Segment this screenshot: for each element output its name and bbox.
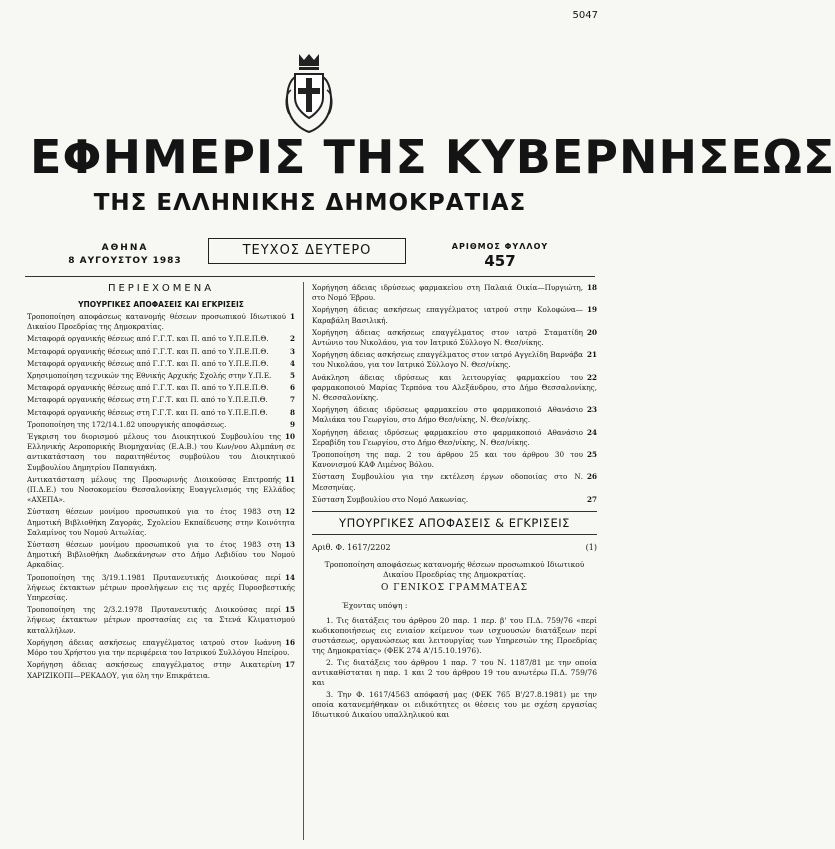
contents-entry-text: Αντικατάσταση μέλους της Προσωρινής Διοικούσας Επιτροπής (Π.Δ.Ε.) του Νοσοκομείου Θεσσαλονίκης Ευαγγελισμός της Ελλάδος «ΑΧΕΠΑ».: [27, 474, 295, 505]
decision-subject: Τροποποίηση αποφάσεως κατανομής θέσεων προσωπικού Ιδιωτικού Δικαίου Προεδρίας της Δημοκρατίας.: [324, 560, 585, 580]
decision-number-row: [312, 543, 597, 552]
contents-entry: [312, 373, 597, 404]
sheet-number-label: ΑΡΙΘΜΟΣ ΦΥΛΛΟΥ: [451, 242, 549, 251]
contents-entry: [27, 638, 295, 658]
gazette-subtitle: ΤΗΣ ΕΛΛΗΝΙΚΗΣ ΔΗΜΟΚΡΑΤΙΑΣ: [93, 190, 527, 216]
decision-paragraph: 2. Τις διατάξεις του άρθρου 1 παρ. 7 του Ν. 1187/81 με την οποία αντικαθίσταται η παρ. 1 και 2 του άρθρου 19 του ανωτέρω Π.Δ. 759/76 και: [312, 658, 597, 688]
contents-entry-page: 14: [284, 572, 295, 582]
right-column: [312, 283, 597, 722]
contents-entry: [27, 420, 295, 430]
contents-entry-page: 27: [586, 494, 597, 504]
contents-entry-text: Σύσταση θέσεων μονίμου προσωπικού για το έτος 1983 στη Δημοτική Βιβλιοθήκη Ζαγοράς, Σχολείου Εκπαίδευσης στην Κοινότητα Σαλαμίνος του Νομού Αιτωλίας.: [27, 507, 295, 537]
contents-entry: [27, 605, 295, 636]
considering-line: Έχοντας υπόψη :: [342, 601, 408, 611]
contents-entry-page: 15: [284, 605, 295, 615]
contents-entry: [312, 328, 597, 348]
contents-entry: [27, 383, 295, 393]
issue-series: ΤΕΥΧΟΣ ΔΕΥΤΕΡΟ: [208, 238, 406, 264]
issue-date: 8 ΑΥΓΟΥΣΤΟΥ 1983: [68, 256, 182, 266]
contents-entry: [27, 371, 295, 381]
contents-entry: [312, 450, 597, 470]
contents-entry-page: 8: [289, 407, 295, 417]
contents-entry-text: Χορήγηση άδειας ασκήσεως επαγγέλματος στον ιατρό Σταματίδη Αντώνιο του Νικολάου, για τον Ιατρικό Σύλλογο Ν. Θεσ/νίκης.: [312, 327, 583, 348]
contents-entry-page: 25: [586, 450, 597, 460]
contents-entry-page: 23: [586, 405, 597, 415]
contents-entry: [27, 347, 295, 357]
contents-entry: [27, 573, 295, 604]
contents-entry-page: 7: [289, 395, 295, 405]
contents-entry-text: Σύσταση Συμβουλίου για την εκτέλεση έργων οδοποιίας στο Ν. Μεσσηνίας.: [312, 472, 583, 492]
contents-entry: [27, 432, 295, 473]
contents-entry-text: Τροποποίηση της 172/14.1.82 υπουργικής αποφάσεως.: [27, 419, 227, 429]
contents-entry: [27, 475, 295, 506]
decision-index: (1): [585, 543, 597, 553]
issue-city: ΑΘΗΝΑ: [101, 243, 149, 253]
contents-entry-page: 13: [284, 540, 295, 550]
contents-entry: [27, 359, 295, 369]
decision-authority: Ο ΓΕΝΙΚΟΣ ΓΡΑΜΜΑΤΕΑΣ: [381, 583, 528, 594]
contents-entry-page: 6: [289, 383, 295, 393]
contents-entry: [312, 283, 597, 303]
contents-title: ΠΕΡΙΕΧΟΜΕΝΑ: [107, 283, 215, 294]
contents-heading: ΥΠΟΥΡΓΙΚΕΣ ΑΠΟΦΑΣΕΙΣ ΚΑΙ ΕΓΚΡΙΣΕΙΣ: [78, 300, 244, 309]
contents-entry: [312, 428, 597, 448]
contents-entry-text: Τροποποίηση αποφάσεως κατανομής θέσεων προσωπικού Ιδιωτικού Δικαίου Προεδρίας της Δημοκρατίας.: [27, 312, 286, 332]
contents-entry-page: 20: [586, 327, 597, 337]
sheet-number: 457: [484, 252, 516, 270]
contents-entry-text: Χορήγηση άδειας ασκήσεως επαγγέλματος στην Αικατερίνη ΧΑΡΙΖΙΚΟΠΙ—ΡΕΚΑΔΟΥ, για όλη την Επικράτεια.: [27, 660, 281, 680]
contents-entry-page: 1: [289, 312, 295, 321]
contents-entry-text: Σύσταση θέσεων μονίμου προσωπικού για το έτος 1983 στη Δημοτική Βιβλιοθήκη Δωδεκάνησων στο Δήμο Λεβιδίου του Νομού Αρκαδίας.: [27, 540, 295, 570]
contents-entry-page: 10: [284, 432, 295, 442]
contents-entry: [312, 305, 597, 325]
contents-entry-page: 24: [586, 427, 597, 437]
contents-entry: [27, 408, 295, 418]
contents-entry-page: 22: [586, 372, 597, 382]
contents-entry-page: 5: [289, 371, 295, 381]
contents-entry: [27, 540, 295, 571]
contents-entry-text: Χρησιμοποίηση τεχνικών της Εθνικής Αρχικής Σχολής στην Υ.Π.Ε.: [27, 371, 272, 381]
contents-entry-page: 12: [284, 507, 295, 517]
contents-entry-text: Χορήγηση άδειας ασκήσεως επαγγέλματος ιατρού στον Ιωάννη Μόρο του Χρήστου για την περιφέρεια του Ιατρικού Συλλόγου Ηπείρου.: [27, 637, 290, 658]
contents-entry-text: Χορήγηση άδειας ασκήσεως επαγγέλματος ιατρού στην Κολοφώνα—Καραβάλη Βασιλική.: [312, 305, 583, 325]
contents-entry-page: 17: [284, 660, 295, 670]
decision-paragraph: 1. Τις διατάξεις του άρθρου 20 παρ. 1 περ. β' του Π.Δ. 759/76 «περί κωδικοποιήσεως εις ενιαίον κείμενον των ισχυουσών διατάξεων περί συστάσεως, οργανώσεως και λειτουργίας των Υπηρεσιών της Προεδρίας της Δημοκρατίας» (ΦΕΚ 274 Α'/15.10.1976).: [312, 616, 597, 656]
contents-entry: [27, 312, 295, 332]
contents-entry-text: Χορήγηση άδειας ασκήσεως επαγγέλματος στον ιατρό Αγγελίδη Βαρνάβα του Νικολάου, για τον Ιατρικό Σύλλογο Ν. Θεσ/νίκης.: [312, 350, 583, 370]
contents-entry-text: Μεταφορά οργανικής θέσεως από Γ.Γ.Τ. και Π. από το Υ.Π.Ε.Π.Θ.: [27, 358, 269, 368]
contents-entry: [27, 660, 295, 680]
section-heading: ΥΠΟΥΡΓΙΚΕΣ ΑΠΟΦΑΣΕΙΣ & ΕΓΚΡΙΣΕΙΣ: [312, 511, 597, 535]
gazette-title: ΕΦΗΜΕΡΙΣ ΤΗΣ ΚΥΒΕΡΝΗΣΕΩΣ: [30, 130, 835, 184]
contents-entry-text: Μεταφορά οργανικής θέσεως στη Γ.Γ.Τ. και Π. από το Υ.Π.Ε.Π.Θ.: [27, 407, 268, 417]
contents-list-left: [27, 312, 295, 681]
contents-entry-page: 4: [289, 358, 295, 368]
contents-entry-text: Χορήγηση άδειας ιδρύσεως φαρμακείου στη Παλαιά Οικία—Πυργιώτη, στο Νομό Έβρου.: [312, 283, 583, 303]
contents-list-right: [312, 283, 597, 505]
contents-entry-text: Τροποποίηση της 3/19.1.1981 Πρυτανευτικής Διοικούσας περί λήψεως έκτακτων μέτρων προσλήψεων εις τις αρχές Πυροσβεστικής Υπηρεσίας.: [27, 572, 295, 603]
contents-entry-text: Μεταφορά οργανικής θέσεως από Γ.Γ.Τ. και Π. από το Υ.Π.Ε.Π.Θ.: [27, 334, 269, 344]
contents-entry-page: 2: [289, 334, 295, 344]
contents-entry-text: Χορήγηση άδειας ιδρύσεως φαρμακείου στο φαρμακοποιό Αθανάσιο Μαλιάκα του Γεωργίου, στο Δήμο Θεσ/νίκης, Ν. Θεσ/νίκης.: [312, 405, 583, 425]
contents-entry: [312, 495, 597, 505]
contents-entry-text: Μεταφορά οργανικής θέσεως από Γ.Γ.Τ. και Π. από το Υ.Π.Ε.Π.Θ.: [27, 383, 269, 393]
contents-entry-page: 9: [289, 419, 295, 429]
contents-entry-page: 26: [586, 472, 597, 482]
contents-left-column: [27, 283, 295, 683]
contents-entry-page: 21: [586, 350, 597, 360]
contents-entry: [27, 507, 295, 538]
decision-paragraphs: [312, 616, 597, 720]
contents-entry-page: 3: [289, 346, 295, 356]
page-number: 5047: [572, 10, 598, 21]
contents-entry-page: 19: [586, 305, 597, 315]
contents-entry-page: 11: [284, 474, 295, 484]
decision-number: Αριθ. Φ. 1617/2202: [312, 543, 391, 553]
header-divider: [25, 276, 595, 277]
contents-entry: [27, 395, 295, 405]
contents-entry-text: Τροποποίηση της 2/3.2.1978 Πρυτανευτικής Διοικούσας περί λήψεως έκτακτων μέτρων προστασίας εις τα Στενά Κλιματισμού καταλλήλων.: [27, 605, 295, 635]
contents-entry: [27, 334, 295, 344]
contents-entry-page: 16: [284, 637, 295, 647]
contents-entry-text: Τροποποίηση της παρ. 2 του άρθρου 25 και του άρθρου 30 του Κανονισμού ΚΑΦ Λιμένος Βόλου.: [312, 450, 583, 470]
national-emblem-icon: [277, 50, 341, 134]
column-divider: [303, 282, 304, 840]
contents-entry-text: Σύσταση Συμβουλίου στο Νομό Λακωνίας.: [312, 494, 469, 504]
contents-entry-text: Μεταφορά οργανικής θέσεως στη Γ.Γ.Τ. και Π. από το Υ.Π.Ε.Π.Θ.: [27, 395, 268, 405]
decision-paragraph: 3. Την Φ. 1617/4563 απόφασή μας (ΦΕΚ 765 Β'/27.8.1981) με την οποία κατανεμήθηκαν οι ειδικότητες οι θέσεις του με σχέση εργασίας Ιδιωτικού Δικαίου υπαλληλικού και: [312, 690, 597, 720]
contents-entry-text: Ανάκληση άδειας ιδρύσεως και λειτουργίας φαρμακείου του φαρμακοποιού Μαρίας Τερπόνα του Αλεξάνδρου, στο Δήμο Θεσσαλονίκης, Ν. Θεσσαλονίκης.: [312, 372, 597, 403]
contents-entry-text: Έγκριση του διορισμού μέλους του Διοικητικού Συμβουλίου της Ελληνικής Αεροπορικής Βιομηχανίας (Ε.Α.Β.) του Κων/νου Αλμπάνη σε αντικατάσταση του παραιτηθέντος συμβούλου του Διοικητικού Συμβουλίου Δημητρίου Παπαγιάκη.: [27, 432, 295, 472]
contents-entry-text: Μεταφορά οργανικής θέσεως από Γ.Γ.Τ. και Π. από το Υ.Π.Ε.Π.Θ.: [27, 346, 269, 356]
contents-entry: [312, 350, 597, 370]
contents-entry: [312, 405, 597, 425]
contents-entry-text: Χορήγηση άδειας ιδρύσεως φαρμακείου στο φαρμακοποιό Αθανάσιο Σεραβίδη του Γεωργίου, στο Δήμο Θεσ/νίκης, Ν. Θεσ/νίκης.: [312, 427, 583, 447]
contents-entry: [312, 472, 597, 492]
contents-entry-page: 18: [586, 283, 597, 292]
